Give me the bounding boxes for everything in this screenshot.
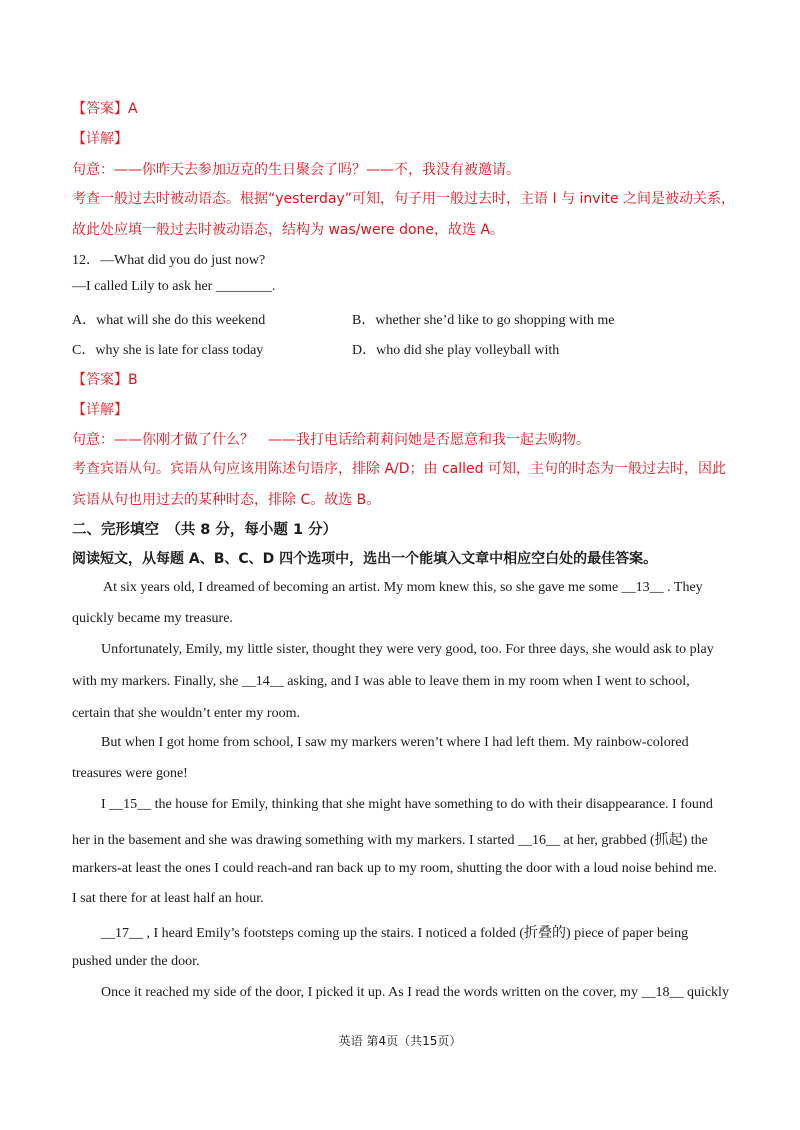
blank-14: __14__ — [241, 674, 284, 689]
q11-answer — [72, 98, 138, 118]
text: At six years old, I dreamed of becoming an artist. My mom knew this, so she gave me some — [103, 580, 622, 595]
passage-line — [72, 674, 690, 690]
q12-detail-label: 【详解】 — [72, 402, 128, 418]
text: with my markers. Finally, she — [72, 674, 242, 689]
text: asking, and I was able to leave them in my room when I went to school, — [283, 674, 690, 689]
text: I — [101, 797, 110, 812]
text: at her, grabbed (抓起) the — [559, 833, 708, 848]
text: , I heard Emily’s footsteps coming up the stairs. I noticed a folded (折叠的) piece of paper being — [143, 926, 689, 941]
text: Once it reached my side of the door, I picked it up. As I read the words written on the cover, my — [101, 985, 642, 1000]
q12-stem-line2: —I called Lily to ask her ________. — [72, 279, 276, 294]
passage-line: quickly became my treasure. — [72, 611, 233, 626]
q12-stem: 12．—What did you do just now? — [72, 253, 266, 268]
q12-option-a: A．what will she do this weekend — [72, 313, 266, 328]
passage-line — [72, 829, 708, 849]
passage-line: certain that she wouldn’t enter my room. — [72, 706, 300, 721]
passage-line — [103, 580, 703, 596]
passage-line: pushed under the door. — [72, 954, 200, 969]
q12-option-b: B．whether she’d like to go shopping with me — [352, 313, 615, 328]
q12-meaning: 句意：——你刚才做了什么？ ——我打电话给莉莉问她是否愿意和我一起去购物。 — [72, 432, 590, 448]
text: her in the basement and she was drawing something with my markers. I started — [72, 833, 518, 848]
section-instruction: 阅读短文，从每题 A、B、C、D 四个选项中，选出一个能填入文章中相应空白处的最佳答案。 — [72, 551, 658, 567]
q11-meaning: 句意：——你昨天去参加迈克的生日聚会了吗？——不，我没有被邀请。 — [72, 162, 520, 178]
blank-15: __15__ — [109, 797, 152, 812]
q11-analysis-line2: 故此处应填一般过去时被动语态，结构为 was/were done，故选 A。 — [72, 222, 505, 238]
q12-analysis-line1: 考查宾语从句。宾语从句应该用陈述句语序，排除 A/D；由 called 可知，主句的时态为一般过去时，因此 — [72, 461, 726, 477]
answer-label: 【答案】 — [72, 101, 128, 117]
q12-option-c: C．why she is late for class today — [72, 343, 264, 358]
blank-17: __17__ — [101, 926, 143, 941]
section-heading: 二、完形填空 （共 8 分，每小题 1 分） — [72, 522, 338, 538]
passage-line: markers-at least the ones I could reach-and ran back up to my room, shutting the door with a loud noise behind me. — [72, 861, 717, 876]
passage-line: But when I got home from school, I saw my markers weren’t where I had left them. My rainbow-colored — [101, 735, 689, 750]
blank-16: __16__ — [517, 833, 560, 848]
passage-line: Unfortunately, Emily, my little sister, thought they were very good, too. For three days, she would ask to play — [101, 642, 714, 657]
page-footer: 英语 第4页（共15页） — [338, 1034, 462, 1048]
passage-line: treasures were gone! — [72, 766, 188, 781]
blank-18: __18__ — [641, 985, 684, 1000]
q12-answer — [72, 369, 138, 389]
passage-line — [101, 985, 729, 1001]
text: . They — [663, 580, 703, 595]
blank-13: __13__ — [621, 580, 664, 595]
q12-analysis-line2: 宾语从句也用过去的某种时态，排除 C。故选 B。 — [72, 492, 381, 508]
text: the house for Emily, thinking that she might have something to do with their disappearance. I found — [151, 797, 713, 812]
answer-value: B — [128, 372, 138, 388]
q11-analysis-line1: 考查一般过去时被动语态。根据“yesterday”可知，句子用一般过去时，主语 I 与 invite 之间是被动关系， — [72, 191, 736, 207]
passage-line — [101, 922, 688, 942]
answer-value: A — [128, 101, 138, 117]
passage-line — [101, 797, 713, 813]
text: quickly — [683, 985, 729, 1000]
answer-label: 【答案】 — [72, 372, 128, 388]
q12-option-d: D．who did she play volleyball with — [352, 343, 560, 358]
passage-line: I sat there for at least half an hour. — [72, 891, 264, 906]
q11-detail-label: 【详解】 — [72, 131, 128, 147]
